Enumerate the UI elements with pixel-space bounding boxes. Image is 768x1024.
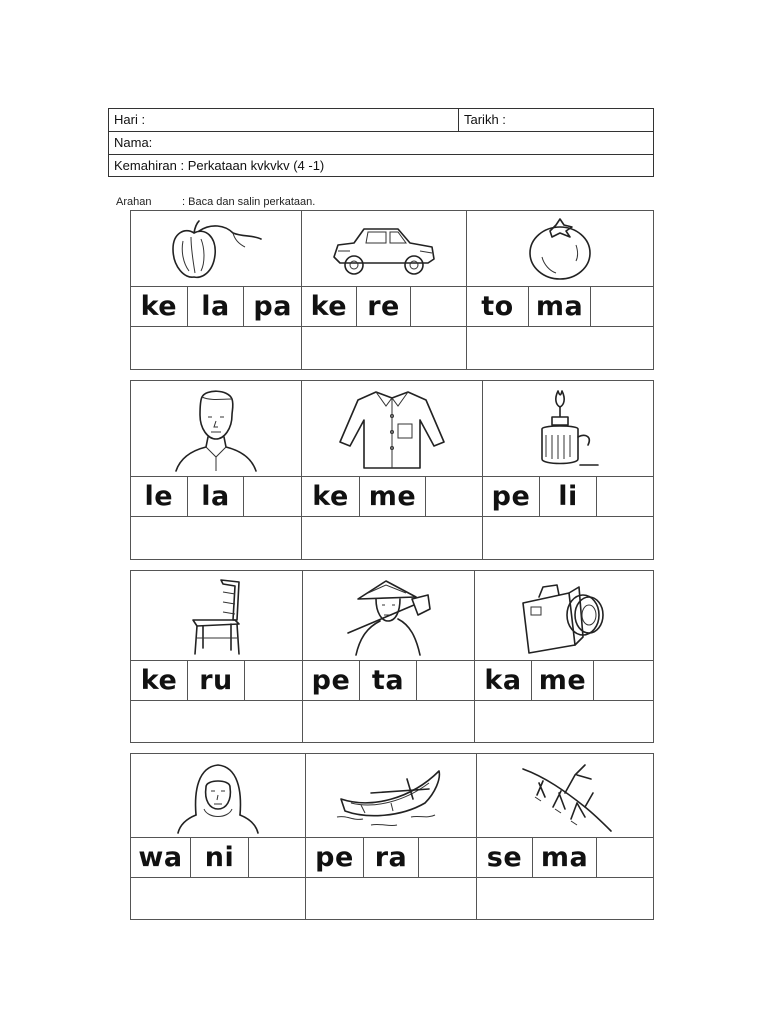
picture-cell — [483, 381, 653, 477]
syllable: ru — [188, 661, 245, 700]
syllable: se — [477, 838, 533, 877]
word-card — [131, 211, 302, 369]
syllable: pa — [253, 291, 292, 322]
word-block-1 — [130, 210, 654, 370]
header-row-nama — [109, 132, 653, 155]
man-icon — [166, 385, 266, 473]
syllable: le — [131, 477, 188, 516]
syllable: to — [467, 287, 529, 326]
syllable-row — [483, 477, 653, 517]
syllable: ke — [131, 661, 188, 700]
boat-icon — [331, 759, 451, 833]
oil-lamp-icon — [528, 385, 608, 473]
syllable: ke — [131, 287, 188, 326]
header-row-hari — [109, 109, 653, 132]
syllable-row — [131, 661, 302, 701]
syllable — [245, 661, 302, 700]
syllable — [411, 287, 466, 326]
syllable: pe — [483, 477, 540, 516]
syllable-row — [467, 287, 653, 327]
syllable: ka — [475, 661, 532, 700]
syllable: li — [540, 477, 597, 516]
shirt-icon — [332, 386, 452, 472]
syllable-row — [475, 661, 653, 701]
syllable — [597, 477, 653, 516]
writing-box[interactable] — [475, 701, 653, 742]
syllable — [594, 661, 653, 700]
writing-box[interactable] — [302, 327, 466, 369]
syllable — [591, 287, 653, 326]
syllable: ni — [191, 838, 249, 877]
syllable — [597, 838, 653, 877]
instruction — [116, 196, 315, 208]
syllable-row — [302, 287, 466, 327]
word-card — [475, 571, 653, 742]
syllable-row — [302, 477, 482, 517]
syllable: ra — [364, 838, 419, 877]
word-card — [467, 211, 653, 369]
header-table — [108, 108, 654, 177]
syllable: ta — [360, 661, 417, 700]
picture-cell — [303, 571, 474, 661]
writing-box[interactable] — [483, 517, 653, 559]
instruction-text: : Baca dan salin perkataan. — [182, 196, 316, 208]
picture-cell — [131, 211, 301, 287]
picture-cell — [131, 571, 302, 661]
picture-cell — [302, 381, 482, 477]
syllable-row — [131, 477, 301, 517]
nama-field[interactable]: Nama: — [114, 135, 153, 150]
syllable: ke — [302, 477, 360, 516]
syllable: ke — [302, 287, 357, 326]
instruction-label: Arahan — [116, 196, 152, 208]
word-card — [306, 754, 477, 919]
syllable-row — [303, 661, 474, 701]
writing-box[interactable] — [302, 517, 482, 559]
word-block-4 — [130, 753, 654, 920]
tomato-icon — [520, 215, 600, 283]
picture-cell — [131, 381, 301, 477]
syllable: wa — [131, 838, 191, 877]
hari-field[interactable]: Hari : — [109, 109, 459, 131]
apple-icon — [161, 215, 271, 283]
syllable — [417, 661, 474, 700]
syllable — [426, 477, 482, 516]
syllable-row — [131, 838, 305, 878]
word-card — [131, 381, 302, 559]
tarikh-field[interactable]: Tarikh : — [464, 112, 506, 127]
syllable-row — [306, 838, 476, 878]
word-card — [483, 381, 653, 559]
syllable: pe — [306, 838, 364, 877]
picture-cell — [306, 754, 476, 838]
syllable — [419, 838, 476, 877]
woman-icon — [168, 757, 268, 835]
word-card — [302, 211, 467, 369]
writing-box[interactable] — [131, 327, 301, 369]
chair-icon — [177, 576, 257, 656]
picture-cell — [302, 211, 466, 287]
writing-box[interactable] — [303, 701, 474, 742]
syllable-row — [477, 838, 653, 878]
word-card — [131, 754, 306, 919]
farmer-icon — [334, 575, 444, 657]
writing-box[interactable] — [131, 517, 301, 559]
camera-icon — [509, 575, 619, 657]
picture-cell — [477, 754, 653, 838]
rice-plant-icon — [515, 757, 615, 835]
picture-cell — [131, 754, 305, 838]
syllable-row — [131, 287, 301, 327]
car-icon — [324, 217, 444, 281]
syllable: la — [188, 477, 245, 516]
writing-box[interactable] — [477, 878, 653, 919]
syllable: me — [360, 477, 426, 516]
picture-cell — [467, 211, 653, 287]
kemahiran-label: Kemahiran : Perkataan kvkvkv (4 -1) — [114, 158, 325, 173]
syllable: me — [532, 661, 594, 700]
syllable — [244, 477, 301, 516]
word-card — [477, 754, 653, 919]
writing-box[interactable] — [467, 327, 653, 369]
writing-box[interactable] — [306, 878, 476, 919]
word-card — [303, 571, 475, 742]
syllable: la — [188, 287, 245, 326]
word-block-2 — [130, 380, 654, 560]
syllable: pe — [303, 661, 360, 700]
syllable: ma — [533, 838, 597, 877]
word-card — [131, 571, 303, 742]
header-row-kemahiran — [109, 155, 653, 176]
writing-box[interactable] — [131, 878, 305, 919]
word-block-3 — [130, 570, 654, 743]
syllable: re — [357, 287, 412, 326]
word-card — [302, 381, 483, 559]
picture-cell — [475, 571, 653, 661]
writing-box[interactable] — [131, 701, 302, 742]
syllable — [249, 838, 305, 877]
syllable: ma — [529, 287, 591, 326]
